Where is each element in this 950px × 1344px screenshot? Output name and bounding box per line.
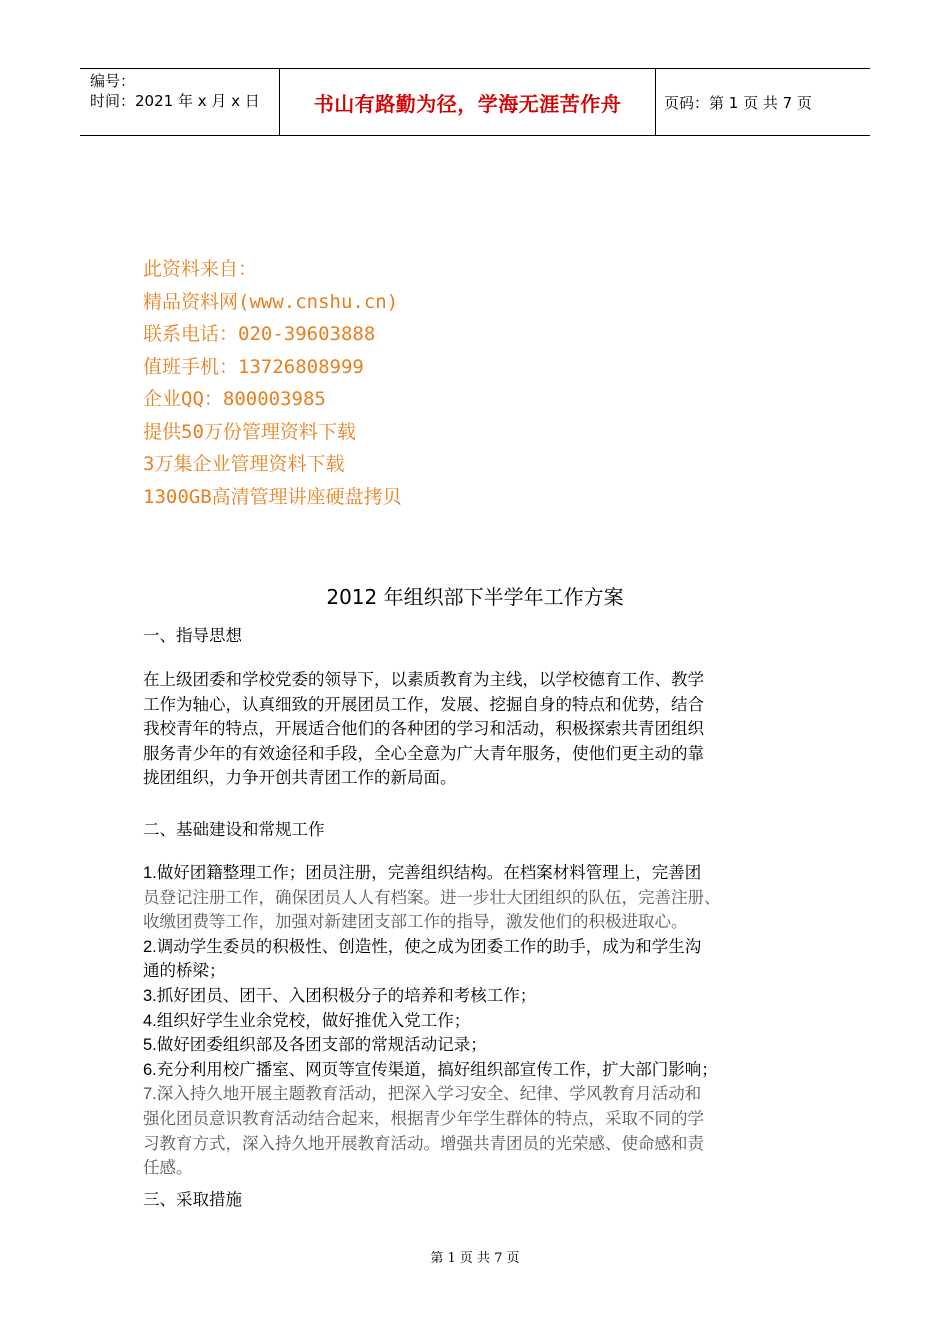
item-number: 5. — [143, 1036, 157, 1055]
text-line: 服务青少年的有效途径和手段，全心全意为广大青年服务，使他们更主动的靠 — [143, 743, 704, 763]
text-line: 做好团委组织部及各团支部的常规活动记录； — [156, 1035, 487, 1055]
page-footer: 第 1 页 共 7 页 — [430, 1251, 520, 1266]
ad-line: 提供50万份管理资料下载 — [143, 420, 356, 443]
item-number: 1. — [143, 864, 157, 882]
text-line: 通的桥梁； — [143, 961, 226, 981]
text-line: 拢团组织，力争开创共青团工作的新局面。 — [143, 768, 457, 788]
text-line: 工作为轴心，认真细致的开展团员工作，发展、挖掘自身的特点和优势，结合 — [143, 694, 704, 714]
text-line: 强化团员意识教育活动结合起来，根据青少年学生群体的特点，采取不同的学 — [143, 1108, 704, 1128]
text-line: 组织好学生业余党校，做好推优入党工作； — [156, 1010, 471, 1030]
list-item — [143, 1009, 823, 1034]
text-line: 员登记注册工作，确保团员人人有档案。进一步壮大团组织的队伍，完善注册、 — [143, 887, 721, 907]
item-number: 7. — [143, 1085, 157, 1104]
header-motto: 书山有路勤为径，学海无涯苦作舟 — [280, 69, 656, 135]
ad-line: 联系电话：020-39603888 — [143, 323, 376, 345]
ad-line: 企业QQ：800003985 — [143, 388, 326, 410]
list-item — [143, 1058, 823, 1083]
ad-line: 3万集企业管理资料下载 — [143, 453, 345, 475]
document-title: 2012 年组织部下半学年工作方案 — [326, 585, 624, 609]
text-line: 调动学生委员的积极性、创造性，使之成为团委工作的助手，成为和学生沟 — [156, 936, 702, 956]
section-heading-2: 二、基础建设和常规工作 — [143, 820, 325, 839]
list-item — [143, 861, 823, 935]
source-info-block — [143, 253, 402, 513]
section-heading-1: 一、指导思想 — [143, 626, 242, 645]
ad-line: 值班手机：13726808999 — [143, 355, 364, 378]
text-line: 充分利用校广播室、网页等宣传渠道，搞好组织部宣传工作，扩大部门影响； — [156, 1059, 718, 1079]
text-line: 收缴团费等工作，加强对新建团支部工作的指导，激发他们的积极进取心。 — [143, 912, 688, 932]
ad-line: 精品资料网(www.cnshu.cn) — [143, 290, 399, 313]
list-item — [143, 984, 823, 1009]
item-number: 2. — [143, 937, 157, 956]
paragraph-guiding-ideology — [143, 668, 823, 791]
section-heading-3: 三、采取措施 — [143, 1190, 242, 1209]
item-number: 3. — [143, 986, 157, 1005]
header-page-info: 页码：第 1 页 共 7 页 — [664, 93, 812, 112]
text-line: 做好团籍整理工作；团员注册，完善组织结构。在档案材料管理上，完善团 — [156, 863, 702, 882]
item-number: 6. — [143, 1060, 157, 1079]
list-item — [143, 935, 823, 984]
header-meta — [80, 69, 280, 135]
text-line: 我校青年的特点，开展适合他们的各种团的学习和活动，积极探索共青团组织 — [143, 719, 704, 739]
list-item — [143, 1033, 823, 1058]
ad-line: 1300GB高清管理讲座硬盘拷贝 — [143, 485, 402, 508]
ad-line: 此资料来自： — [143, 258, 258, 280]
item-number: 4. — [143, 1011, 157, 1030]
document-header — [80, 68, 870, 136]
text-line: 深入持久地开展主题教育活动，把深入学习安全、纪律、学风教育月活动和 — [156, 1084, 702, 1104]
text-line: 在上级团委和学校党委的领导下，以素质教育为主线，以学校德育工作、教学 — [143, 670, 704, 689]
work-items-list — [143, 861, 823, 1181]
list-item — [143, 1082, 823, 1180]
text-line: 习教育方式，深入持久地开展教育活动。增强共青团员的光荣感、使命感和责 — [143, 1133, 704, 1153]
time-label: 时间：2021 年 x 月 x 日 — [90, 92, 260, 110]
number-label: 编号： — [90, 72, 136, 90]
text-line: 抓好团员、团干、入团积极分子的培养和考核工作； — [156, 985, 537, 1005]
text-line: 任感。 — [143, 1158, 193, 1178]
